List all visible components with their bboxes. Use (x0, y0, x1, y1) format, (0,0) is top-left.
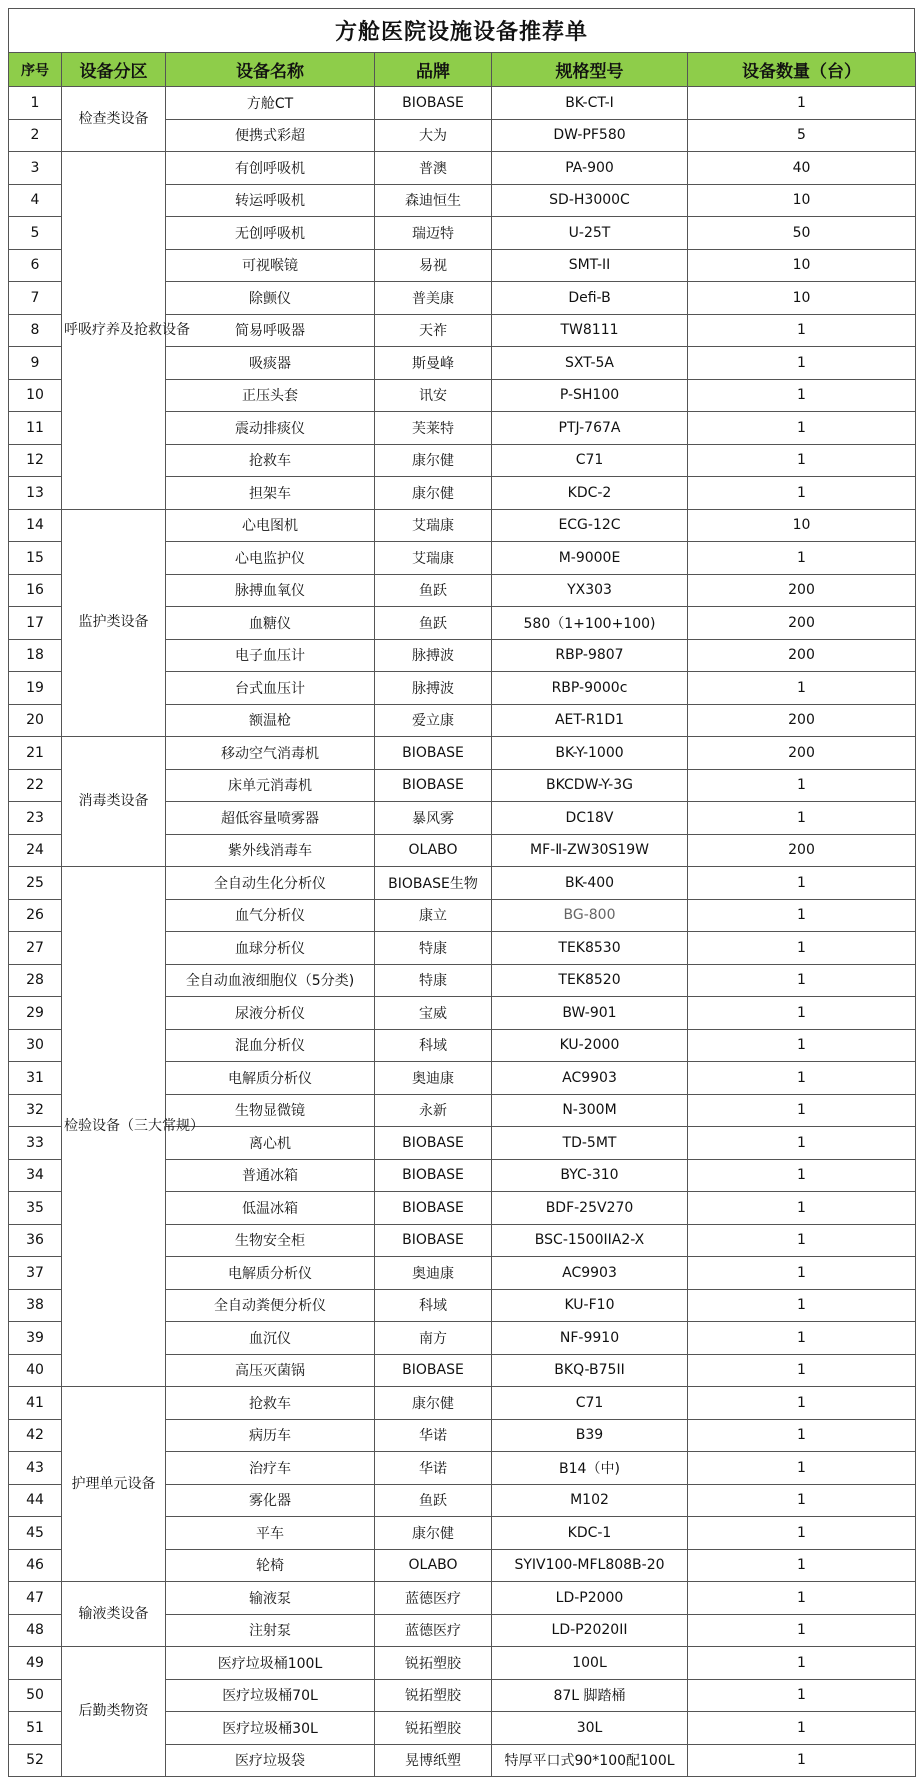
row-device-name: 全自动粪便分析仪 (166, 1289, 375, 1322)
table-header-row (9, 53, 916, 87)
row-quantity: 1 (688, 1647, 916, 1680)
row-serial-number: 28 (9, 964, 62, 997)
document-sheet (8, 8, 915, 1768)
row-model: AC9903 (492, 1257, 688, 1290)
row-quantity: 1 (688, 899, 916, 932)
row-device-name: 离心机 (166, 1127, 375, 1160)
row-model: C71 (492, 1387, 688, 1420)
row-device-name: 病历车 (166, 1419, 375, 1452)
row-zone: 检验设备（三大常规） (62, 867, 166, 1387)
row-brand: 艾瑞康 (375, 542, 492, 575)
row-brand: 暴风雾 (375, 802, 492, 835)
row-brand: 大为 (375, 119, 492, 152)
row-device-name: 无创呼吸机 (166, 217, 375, 250)
row-brand: BIOBASE (375, 1159, 492, 1192)
row-brand: 奥迪康 (375, 1257, 492, 1290)
row-serial-number: 27 (9, 932, 62, 965)
row-device-name: 抢救车 (166, 444, 375, 477)
row-brand: 脉搏波 (375, 639, 492, 672)
row-device-name: 有创呼吸机 (166, 152, 375, 185)
row-device-name: 医疗垃圾桶30L (166, 1712, 375, 1745)
row-model: BKCDW-Y-3G (492, 769, 688, 802)
row-quantity: 1 (688, 347, 916, 380)
row-model: SYIV100-MFL808B-20 (492, 1549, 688, 1582)
row-serial-number: 38 (9, 1289, 62, 1322)
row-brand: BIOBASE (375, 87, 492, 120)
row-quantity: 1 (688, 1452, 916, 1485)
row-serial-number: 29 (9, 997, 62, 1030)
row-brand: 华诺 (375, 1452, 492, 1485)
row-device-name: 担架车 (166, 477, 375, 510)
row-device-name: 普通冰箱 (166, 1159, 375, 1192)
row-device-name: 医疗垃圾桶100L (166, 1647, 375, 1680)
row-brand: 芙莱特 (375, 412, 492, 445)
header-device-name: 设备名称 (166, 53, 375, 87)
row-brand: 特康 (375, 932, 492, 965)
row-model: BW-901 (492, 997, 688, 1030)
row-quantity: 200 (688, 639, 916, 672)
row-brand: 艾瑞康 (375, 509, 492, 542)
row-device-name: 吸痰器 (166, 347, 375, 380)
row-model: 87L 脚踏桶 (492, 1679, 688, 1712)
row-serial-number: 40 (9, 1354, 62, 1387)
row-quantity: 1 (688, 1159, 916, 1192)
row-quantity: 1 (688, 1744, 916, 1777)
row-device-name: 抢救车 (166, 1387, 375, 1420)
header-zone: 设备分区 (62, 53, 166, 87)
row-model: TEK8520 (492, 964, 688, 997)
row-zone: 呼吸疗养及抢救设备 (62, 152, 166, 510)
row-quantity: 1 (688, 1062, 916, 1095)
row-serial-number: 24 (9, 834, 62, 867)
row-device-name: 床单元消毒机 (166, 769, 375, 802)
row-zone: 输液类设备 (62, 1582, 166, 1647)
row-device-name: 可视喉镜 (166, 249, 375, 282)
row-brand: 斯曼峰 (375, 347, 492, 380)
row-serial-number: 3 (9, 152, 62, 185)
row-serial-number: 4 (9, 184, 62, 217)
row-quantity: 1 (688, 1029, 916, 1062)
row-device-name: 医疗垃圾袋 (166, 1744, 375, 1777)
row-brand: BIOBASE生物 (375, 867, 492, 900)
row-quantity: 1 (688, 1582, 916, 1615)
row-model: BG-800 (492, 899, 688, 932)
row-quantity: 10 (688, 184, 916, 217)
row-serial-number: 36 (9, 1224, 62, 1257)
row-serial-number: 39 (9, 1322, 62, 1355)
table-row (9, 87, 916, 120)
row-quantity: 1 (688, 1322, 916, 1355)
row-device-name: 台式血压计 (166, 672, 375, 705)
row-device-name: 生物显微镜 (166, 1094, 375, 1127)
row-brand: 蓝德医疗 (375, 1582, 492, 1615)
header-serial-number: 序号 (9, 53, 62, 87)
row-model: M-9000E (492, 542, 688, 575)
table-row (9, 1647, 916, 1680)
row-device-name: 便携式彩超 (166, 119, 375, 152)
row-serial-number: 31 (9, 1062, 62, 1095)
row-brand: 瑞迈特 (375, 217, 492, 250)
row-model: BK-CT-I (492, 87, 688, 120)
row-quantity: 200 (688, 574, 916, 607)
row-model: C71 (492, 444, 688, 477)
row-quantity: 1 (688, 1192, 916, 1225)
row-device-name: 医疗垃圾桶70L (166, 1679, 375, 1712)
table-row (9, 737, 916, 770)
row-brand: 科域 (375, 1289, 492, 1322)
row-device-name: 雾化器 (166, 1484, 375, 1517)
row-serial-number: 49 (9, 1647, 62, 1680)
row-model: SXT-5A (492, 347, 688, 380)
row-serial-number: 46 (9, 1549, 62, 1582)
table-row (9, 152, 916, 185)
row-device-name: 转运呼吸机 (166, 184, 375, 217)
row-brand: 晃博纸塑 (375, 1744, 492, 1777)
row-serial-number: 37 (9, 1257, 62, 1290)
row-brand: BIOBASE (375, 737, 492, 770)
row-model: PTJ-767A (492, 412, 688, 445)
row-brand: BIOBASE (375, 1127, 492, 1160)
row-device-name: 电解质分析仪 (166, 1257, 375, 1290)
row-quantity: 1 (688, 1517, 916, 1550)
row-device-name: 治疗车 (166, 1452, 375, 1485)
row-quantity: 1 (688, 672, 916, 705)
row-model: TW8111 (492, 314, 688, 347)
row-brand: 特康 (375, 964, 492, 997)
row-quantity: 1 (688, 1419, 916, 1452)
row-device-name: 全自动生化分析仪 (166, 867, 375, 900)
row-serial-number: 35 (9, 1192, 62, 1225)
page-title: 方舱医院设施设备推荐单 (8, 8, 915, 52)
row-zone: 检查类设备 (62, 87, 166, 152)
row-device-name: 除颤仪 (166, 282, 375, 315)
row-serial-number: 6 (9, 249, 62, 282)
row-brand: 康立 (375, 899, 492, 932)
row-serial-number: 45 (9, 1517, 62, 1550)
row-device-name: 血气分析仪 (166, 899, 375, 932)
row-brand: 普澳 (375, 152, 492, 185)
row-serial-number: 43 (9, 1452, 62, 1485)
row-device-name: 震动排痰仪 (166, 412, 375, 445)
row-brand: 森迪恒生 (375, 184, 492, 217)
row-model: DW-PF580 (492, 119, 688, 152)
row-model: RBP-9000c (492, 672, 688, 705)
row-zone: 护理单元设备 (62, 1387, 166, 1582)
row-model: 特厚平口式90*100配100L (492, 1744, 688, 1777)
row-model: KDC-1 (492, 1517, 688, 1550)
row-brand: 讯安 (375, 379, 492, 412)
row-brand: 锐拓塑胶 (375, 1679, 492, 1712)
row-zone: 后勤类物资 (62, 1647, 166, 1777)
row-brand: 康尔健 (375, 1387, 492, 1420)
header-model: 规格型号 (492, 53, 688, 87)
row-brand: BIOBASE (375, 1192, 492, 1225)
row-model: BDF-25V270 (492, 1192, 688, 1225)
row-quantity: 1 (688, 379, 916, 412)
row-serial-number: 17 (9, 607, 62, 640)
row-device-name: 血球分析仪 (166, 932, 375, 965)
row-serial-number: 19 (9, 672, 62, 705)
row-model: SD-H3000C (492, 184, 688, 217)
row-device-name: 简易呼吸器 (166, 314, 375, 347)
row-quantity: 1 (688, 87, 916, 120)
row-brand: 康尔健 (375, 477, 492, 510)
row-serial-number: 12 (9, 444, 62, 477)
row-device-name: 紫外线消毒车 (166, 834, 375, 867)
row-device-name: 平车 (166, 1517, 375, 1550)
row-model: BKQ-B75II (492, 1354, 688, 1387)
row-device-name: 额温枪 (166, 704, 375, 737)
row-model: MF-Ⅱ-ZW30S19W (492, 834, 688, 867)
row-serial-number: 22 (9, 769, 62, 802)
row-model: 580（1+100+100) (492, 607, 688, 640)
row-quantity: 200 (688, 704, 916, 737)
row-device-name: 电子血压计 (166, 639, 375, 672)
row-serial-number: 42 (9, 1419, 62, 1452)
row-model: BK-400 (492, 867, 688, 900)
row-serial-number: 2 (9, 119, 62, 152)
row-model: LD-P2020II (492, 1614, 688, 1647)
row-serial-number: 33 (9, 1127, 62, 1160)
row-serial-number: 44 (9, 1484, 62, 1517)
row-model: BK-Y-1000 (492, 737, 688, 770)
row-quantity: 1 (688, 1289, 916, 1322)
row-model: B39 (492, 1419, 688, 1452)
row-brand: 康尔健 (375, 1517, 492, 1550)
row-model: AC9903 (492, 1062, 688, 1095)
row-quantity: 1 (688, 1094, 916, 1127)
row-device-name: 移动空气消毒机 (166, 737, 375, 770)
row-serial-number: 20 (9, 704, 62, 737)
row-brand: 鱼跃 (375, 574, 492, 607)
row-serial-number: 32 (9, 1094, 62, 1127)
row-model: YX303 (492, 574, 688, 607)
row-quantity: 1 (688, 412, 916, 445)
row-quantity: 1 (688, 1387, 916, 1420)
table-row (9, 867, 916, 900)
row-model: DC18V (492, 802, 688, 835)
row-serial-number: 51 (9, 1712, 62, 1745)
row-device-name: 血沉仪 (166, 1322, 375, 1355)
row-device-name: 尿液分析仪 (166, 997, 375, 1030)
row-serial-number: 11 (9, 412, 62, 445)
row-serial-number: 48 (9, 1614, 62, 1647)
row-brand: 科域 (375, 1029, 492, 1062)
header-quantity: 设备数量（台） (688, 53, 916, 87)
row-brand: BIOBASE (375, 1354, 492, 1387)
row-model: ECG-12C (492, 509, 688, 542)
row-quantity: 200 (688, 607, 916, 640)
row-device-name: 心电监护仪 (166, 542, 375, 575)
row-serial-number: 7 (9, 282, 62, 315)
row-quantity: 10 (688, 249, 916, 282)
row-quantity: 1 (688, 542, 916, 575)
row-serial-number: 47 (9, 1582, 62, 1615)
row-zone: 监护类设备 (62, 509, 166, 737)
row-quantity: 1 (688, 1679, 916, 1712)
row-serial-number: 34 (9, 1159, 62, 1192)
row-device-name: 超低容量喷雾器 (166, 802, 375, 835)
row-model: 100L (492, 1647, 688, 1680)
row-serial-number: 26 (9, 899, 62, 932)
row-model: BSC-1500IIA2-X (492, 1224, 688, 1257)
row-quantity: 50 (688, 217, 916, 250)
row-brand: OLABO (375, 834, 492, 867)
row-brand: 鱼跃 (375, 607, 492, 640)
row-model: PA-900 (492, 152, 688, 185)
row-model: LD-P2000 (492, 1582, 688, 1615)
row-brand: 普美康 (375, 282, 492, 315)
row-model: RBP-9807 (492, 639, 688, 672)
row-brand: 康尔健 (375, 444, 492, 477)
row-device-name: 方舱CT (166, 87, 375, 120)
row-quantity: 1 (688, 802, 916, 835)
row-quantity: 1 (688, 867, 916, 900)
row-model: KDC-2 (492, 477, 688, 510)
row-brand: 锐拓塑胶 (375, 1647, 492, 1680)
row-quantity: 1 (688, 1549, 916, 1582)
row-brand: OLABO (375, 1549, 492, 1582)
row-model: P-SH100 (492, 379, 688, 412)
row-zone: 消毒类设备 (62, 737, 166, 867)
row-brand: BIOBASE (375, 1224, 492, 1257)
row-brand: 锐拓塑胶 (375, 1712, 492, 1745)
row-serial-number: 41 (9, 1387, 62, 1420)
row-quantity: 10 (688, 509, 916, 542)
row-model: 30L (492, 1712, 688, 1745)
row-quantity: 1 (688, 1712, 916, 1745)
row-serial-number: 1 (9, 87, 62, 120)
row-device-name: 混血分析仪 (166, 1029, 375, 1062)
row-model: TD-5MT (492, 1127, 688, 1160)
row-brand: 华诺 (375, 1419, 492, 1452)
header-brand: 品牌 (375, 53, 492, 87)
row-brand: 南方 (375, 1322, 492, 1355)
row-quantity: 40 (688, 152, 916, 185)
row-quantity: 1 (688, 769, 916, 802)
row-device-name: 脉搏血氧仪 (166, 574, 375, 607)
row-serial-number: 16 (9, 574, 62, 607)
equipment-table (8, 52, 916, 1777)
row-brand: 脉搏波 (375, 672, 492, 705)
row-quantity: 200 (688, 834, 916, 867)
row-quantity: 1 (688, 1484, 916, 1517)
row-quantity: 1 (688, 1224, 916, 1257)
row-device-name: 全自动血液细胞仪（5分类) (166, 964, 375, 997)
row-brand: 永新 (375, 1094, 492, 1127)
row-model: U-25T (492, 217, 688, 250)
row-brand: 宝威 (375, 997, 492, 1030)
row-model: B14（中) (492, 1452, 688, 1485)
table-body (9, 87, 916, 1777)
row-device-name: 生物安全柜 (166, 1224, 375, 1257)
row-device-name: 电解质分析仪 (166, 1062, 375, 1095)
row-quantity: 1 (688, 314, 916, 347)
row-quantity: 1 (688, 444, 916, 477)
row-serial-number: 18 (9, 639, 62, 672)
row-model: KU-F10 (492, 1289, 688, 1322)
row-device-name: 低温冰箱 (166, 1192, 375, 1225)
row-device-name: 正压头套 (166, 379, 375, 412)
row-model: NF-9910 (492, 1322, 688, 1355)
row-device-name: 输液泵 (166, 1582, 375, 1615)
row-serial-number: 23 (9, 802, 62, 835)
row-quantity: 1 (688, 1354, 916, 1387)
row-quantity: 1 (688, 964, 916, 997)
row-serial-number: 30 (9, 1029, 62, 1062)
row-serial-number: 8 (9, 314, 62, 347)
row-quantity: 200 (688, 737, 916, 770)
row-brand: BIOBASE (375, 769, 492, 802)
row-brand: 鱼跃 (375, 1484, 492, 1517)
row-serial-number: 50 (9, 1679, 62, 1712)
row-brand: 天祚 (375, 314, 492, 347)
row-serial-number: 25 (9, 867, 62, 900)
row-quantity: 10 (688, 282, 916, 315)
row-model: AET-R1D1 (492, 704, 688, 737)
row-serial-number: 10 (9, 379, 62, 412)
row-brand: 爱立康 (375, 704, 492, 737)
table-row (9, 1387, 916, 1420)
row-model: TEK8530 (492, 932, 688, 965)
row-device-name: 心电图机 (166, 509, 375, 542)
row-brand: 蓝德医疗 (375, 1614, 492, 1647)
row-model: M102 (492, 1484, 688, 1517)
row-brand: 奥迪康 (375, 1062, 492, 1095)
row-quantity: 1 (688, 1127, 916, 1160)
row-serial-number: 9 (9, 347, 62, 380)
row-model: KU-2000 (492, 1029, 688, 1062)
row-brand: 易视 (375, 249, 492, 282)
row-model: BYC-310 (492, 1159, 688, 1192)
row-serial-number: 14 (9, 509, 62, 542)
row-serial-number: 21 (9, 737, 62, 770)
row-serial-number: 13 (9, 477, 62, 510)
row-quantity: 5 (688, 119, 916, 152)
row-device-name: 高压灭菌锅 (166, 1354, 375, 1387)
row-serial-number: 15 (9, 542, 62, 575)
row-device-name: 轮椅 (166, 1549, 375, 1582)
row-quantity: 1 (688, 932, 916, 965)
row-quantity: 1 (688, 477, 916, 510)
row-model: SMT-II (492, 249, 688, 282)
row-model: N-300M (492, 1094, 688, 1127)
row-serial-number: 52 (9, 1744, 62, 1777)
row-device-name: 注射泵 (166, 1614, 375, 1647)
row-quantity: 1 (688, 1257, 916, 1290)
table-row (9, 1582, 916, 1615)
row-serial-number: 5 (9, 217, 62, 250)
row-device-name: 血糖仪 (166, 607, 375, 640)
row-quantity: 1 (688, 997, 916, 1030)
row-model: Defi-B (492, 282, 688, 315)
table-row (9, 509, 916, 542)
row-quantity: 1 (688, 1614, 916, 1647)
